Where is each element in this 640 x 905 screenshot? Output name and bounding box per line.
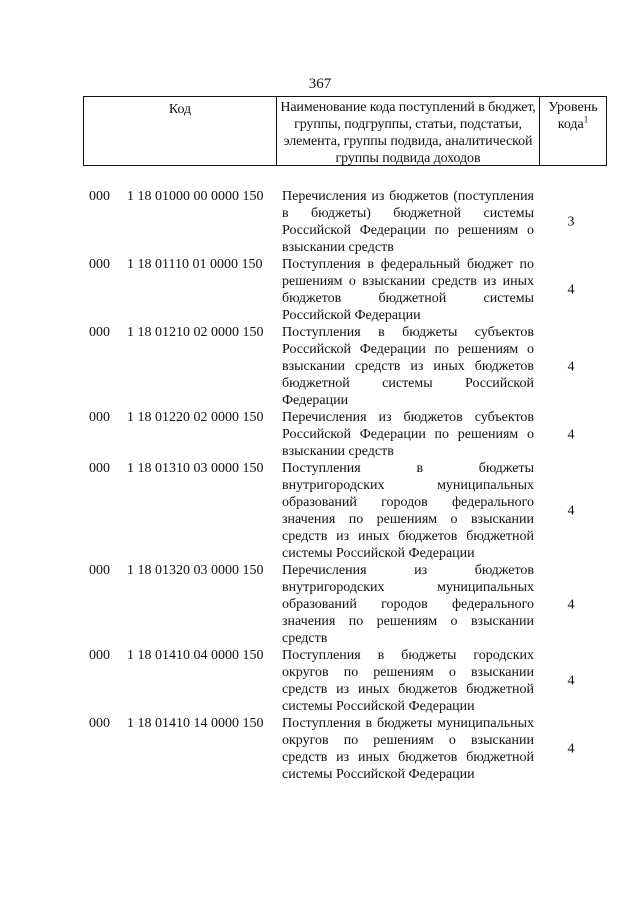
page-number: 367	[308, 76, 332, 92]
row-name: Поступления в бюджеты муниципальных округов по решениям о взыскании средств из иных бюджетов бюджетной системы Российской Федерации	[282, 716, 534, 782]
header-level-suffix: а	[577, 117, 584, 132]
table-row	[0, 647, 640, 715]
row-level: 4	[567, 673, 575, 689]
table-row	[0, 256, 640, 324]
row-name: Перечисления из бюджетов субъектов Российской Федерации по решениям о взыскании средств	[282, 410, 534, 459]
row-level: 4	[567, 597, 575, 612]
row-name: Перечисления из бюджетов (поступления в бюджеты) бюджетной системы Российской Федерации по решениям о взыскании средств	[282, 189, 534, 255]
table-row	[0, 562, 640, 647]
header-code: Код	[84, 97, 277, 165]
row-prefix: 000	[89, 716, 110, 731]
header-level-footnote: 1	[583, 114, 589, 125]
row-code: 1 18 01410 14 0000 150	[127, 716, 264, 731]
row-level: 3	[567, 214, 575, 230]
row-name: Поступления в бюджеты субъектов Российской Федерации по решениям о взыскании средств из иных бюджетов бюджетной системы Российской Федерации	[282, 325, 534, 408]
table-row	[0, 188, 640, 256]
table-row	[0, 409, 640, 460]
row-code: 1 18 01210 02 0000 150	[127, 325, 264, 340]
row-level: 4	[567, 741, 575, 757]
row-prefix: 000	[89, 257, 110, 272]
row-code: 1 18 01000 00 0000 150	[127, 189, 264, 204]
header-level	[540, 97, 606, 167]
row-prefix: 000	[89, 410, 110, 425]
row-name: Поступления в бюджеты городских округов по решениям о взыскании средств из иных бюджетов бюджетной системы Российской Федерации	[282, 648, 534, 714]
row-code: 1 18 01220 02 0000 150	[127, 410, 264, 425]
header-level-label: Уровень код	[548, 100, 598, 132]
row-prefix: 000	[89, 325, 110, 340]
row-code: 1 18 01410 04 0000 150	[127, 648, 264, 663]
table-body	[0, 188, 640, 783]
table-row	[0, 460, 640, 562]
row-code: 1 18 01310 03 0000 150	[127, 461, 264, 476]
row-level: 4	[567, 282, 575, 298]
row-name: Поступления в федеральный бюджет по решениям о взыскании средств из иных бюджетов бюджетной системы Российской Федерации	[282, 257, 534, 323]
row-prefix: 000	[89, 648, 110, 663]
table-row	[0, 324, 640, 409]
row-code: 1 18 01110 01 0000 150	[127, 257, 263, 272]
table-header	[83, 96, 607, 166]
row-prefix: 000	[89, 563, 110, 578]
row-prefix: 000	[89, 461, 110, 476]
row-level: 4	[567, 427, 575, 442]
row-prefix: 000	[89, 189, 110, 204]
row-code: 1 18 01320 03 0000 150	[127, 563, 264, 578]
row-name: Перечисления из бюджетов внутригородских муниципальных образований городов федерального значения по решениям о взыскании средств	[282, 563, 534, 646]
header-name: Наименование кода поступлений в бюджет, группы, подгруппы, статьи, подстатьи, элемента, группы подвида, аналитической группы подвида доходов	[277, 97, 540, 165]
row-name: Поступления в бюджеты внутригородских муниципальных образований городов федерального значения по решениям о взыскании средств из иных бюджетов бюджетной системы Российской Федерации	[282, 461, 534, 561]
row-level: 4	[567, 503, 575, 519]
table-row	[0, 715, 640, 783]
row-level: 4	[567, 359, 575, 374]
